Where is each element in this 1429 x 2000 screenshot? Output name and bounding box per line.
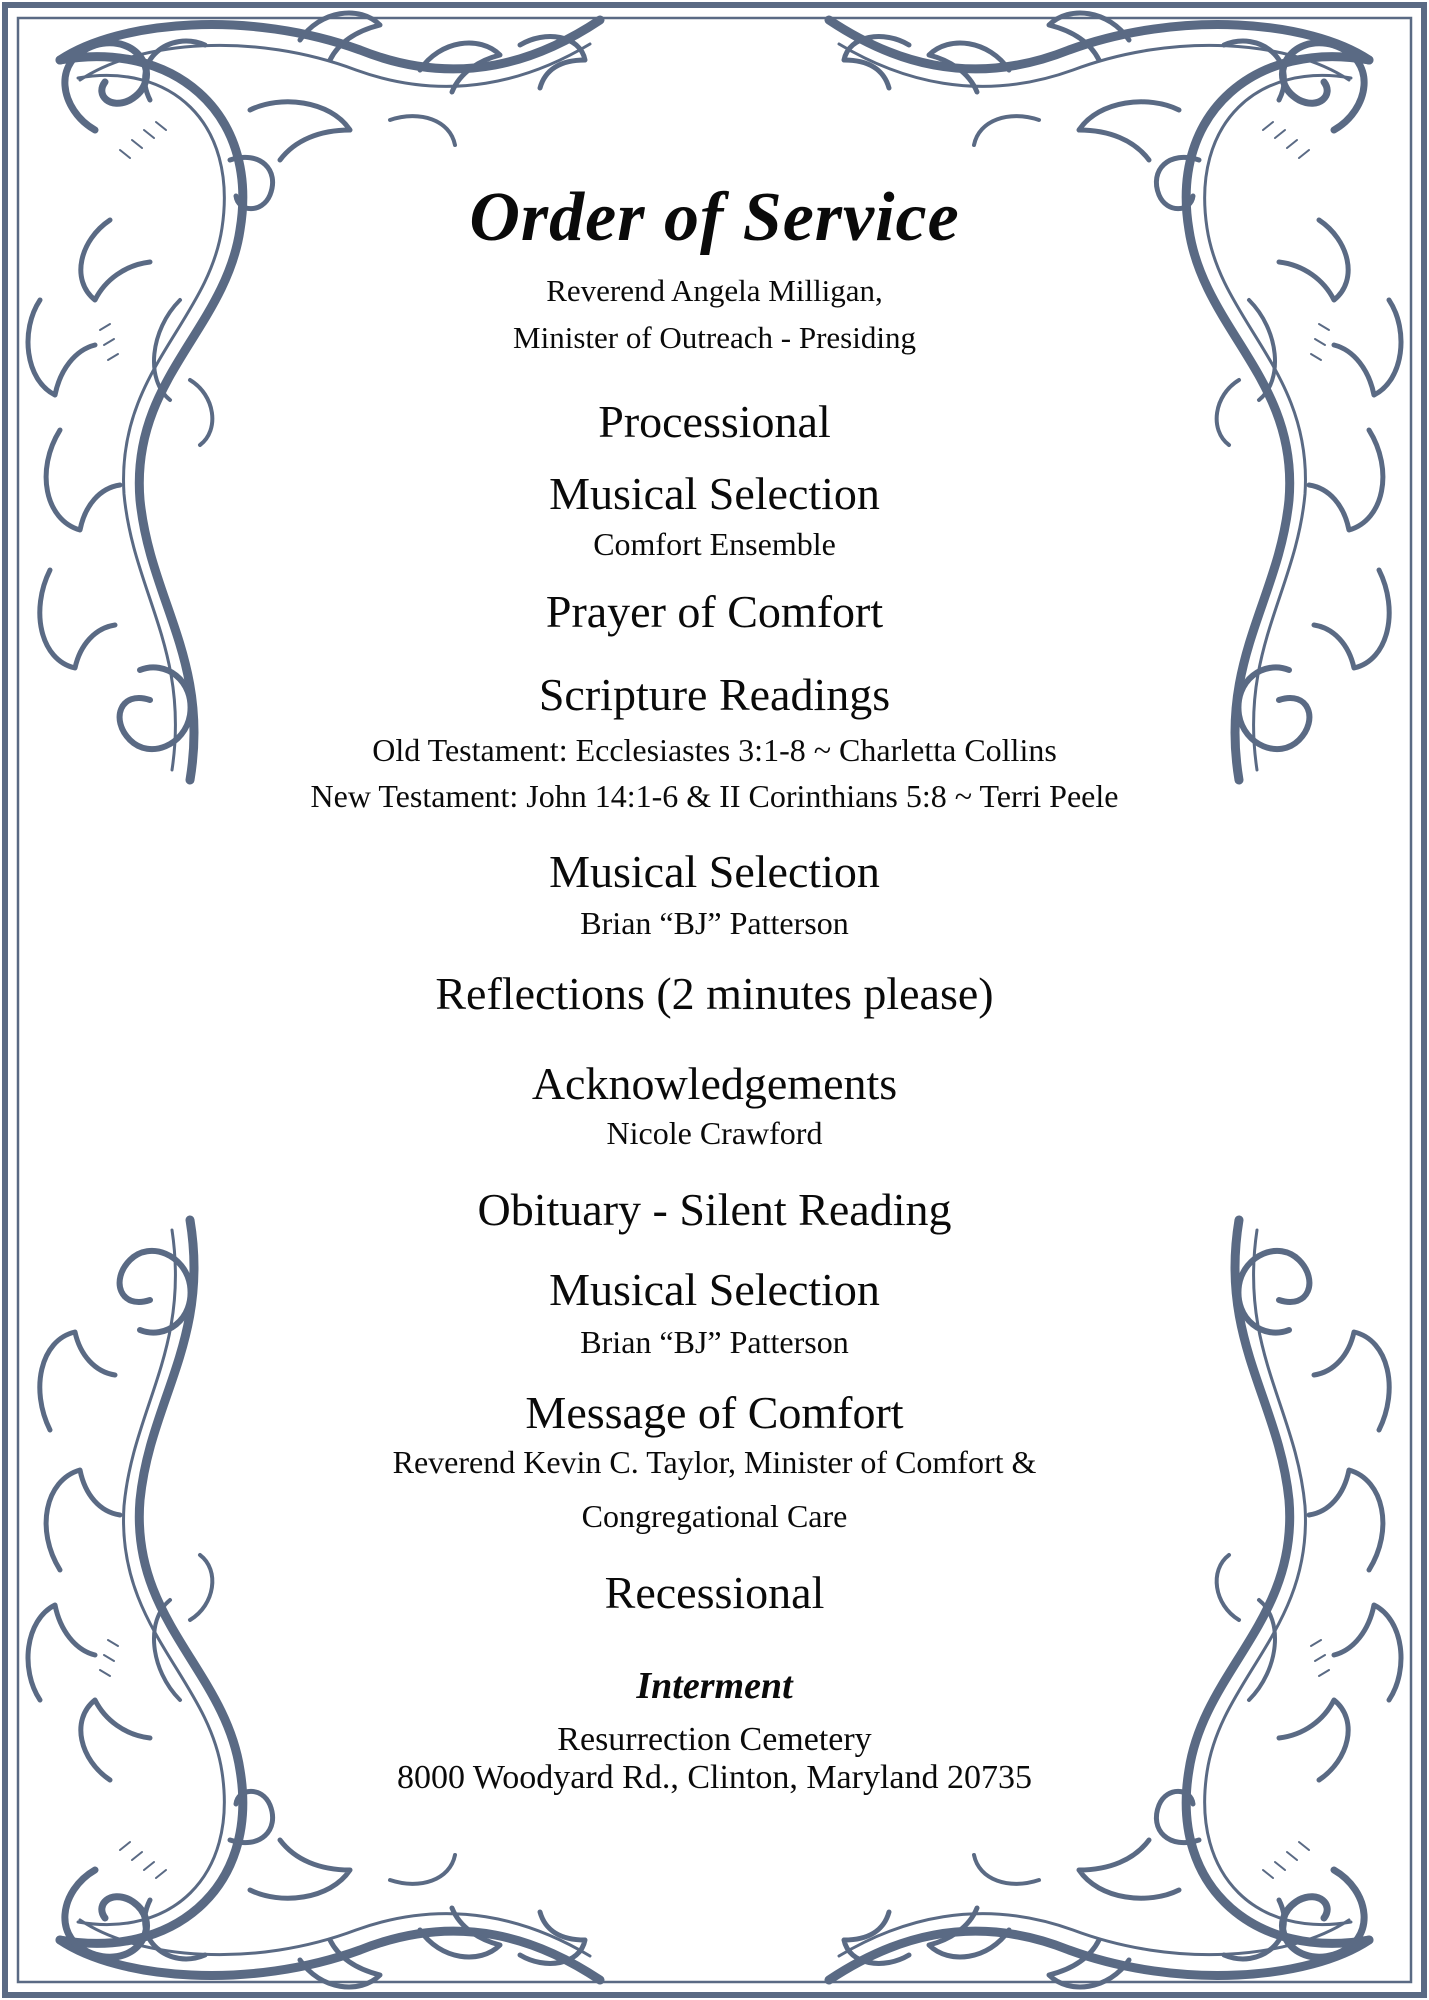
reflections-heading: Reflections (2 minutes please) <box>435 968 994 1019</box>
musical-selection-1-performer: Comfort Ensemble <box>593 526 836 562</box>
presider-line-2: Minister of Outreach - Presiding <box>513 320 916 355</box>
processional-heading: Processional <box>598 396 831 447</box>
musical-selection-3-performer: Brian “BJ” Patterson <box>580 1324 849 1360</box>
obituary-heading: Obituary - Silent Reading <box>477 1184 952 1235</box>
page-title: Order of Service <box>469 179 960 256</box>
scripture-new-testament: New Testament: John 14:1-6 & II Corinthians 5:8 ~ Terri Peele <box>310 778 1119 814</box>
scripture-old-testament: Old Testament: Ecclesiastes 3:1-8 ~ Charletta Collins <box>372 732 1057 768</box>
acknowledgements-heading: Acknowledgements <box>531 1058 898 1109</box>
interment-address: 8000 Woodyard Rd., Clinton, Maryland 20735 <box>396 1759 1033 1796</box>
recessional-heading: Recessional <box>604 1567 825 1618</box>
presider-line-1: Reverend Angela Milligan, <box>546 273 883 308</box>
musical-selection-1-heading: Musical Selection <box>549 468 880 519</box>
message-heading: Message of Comfort <box>525 1387 904 1438</box>
scripture-heading: Scripture Readings <box>538 669 891 720</box>
musical-selection-2-heading: Musical Selection <box>549 846 880 897</box>
interment-heading: Interment <box>636 1665 793 1707</box>
message-speaker-line-2: Congregational Care <box>581 1498 848 1534</box>
prayer-heading: Prayer of Comfort <box>545 586 884 637</box>
interment-place: Resurrection Cemetery <box>557 1721 872 1758</box>
musical-selection-3-heading: Musical Selection <box>549 1264 880 1315</box>
message-speaker-line-1: Reverend Kevin C. Taylor, Minister of Comfort & <box>392 1444 1037 1480</box>
acknowledgements-person: Nicole Crawford <box>606 1115 823 1151</box>
musical-selection-2-performer: Brian “BJ” Patterson <box>580 905 849 941</box>
